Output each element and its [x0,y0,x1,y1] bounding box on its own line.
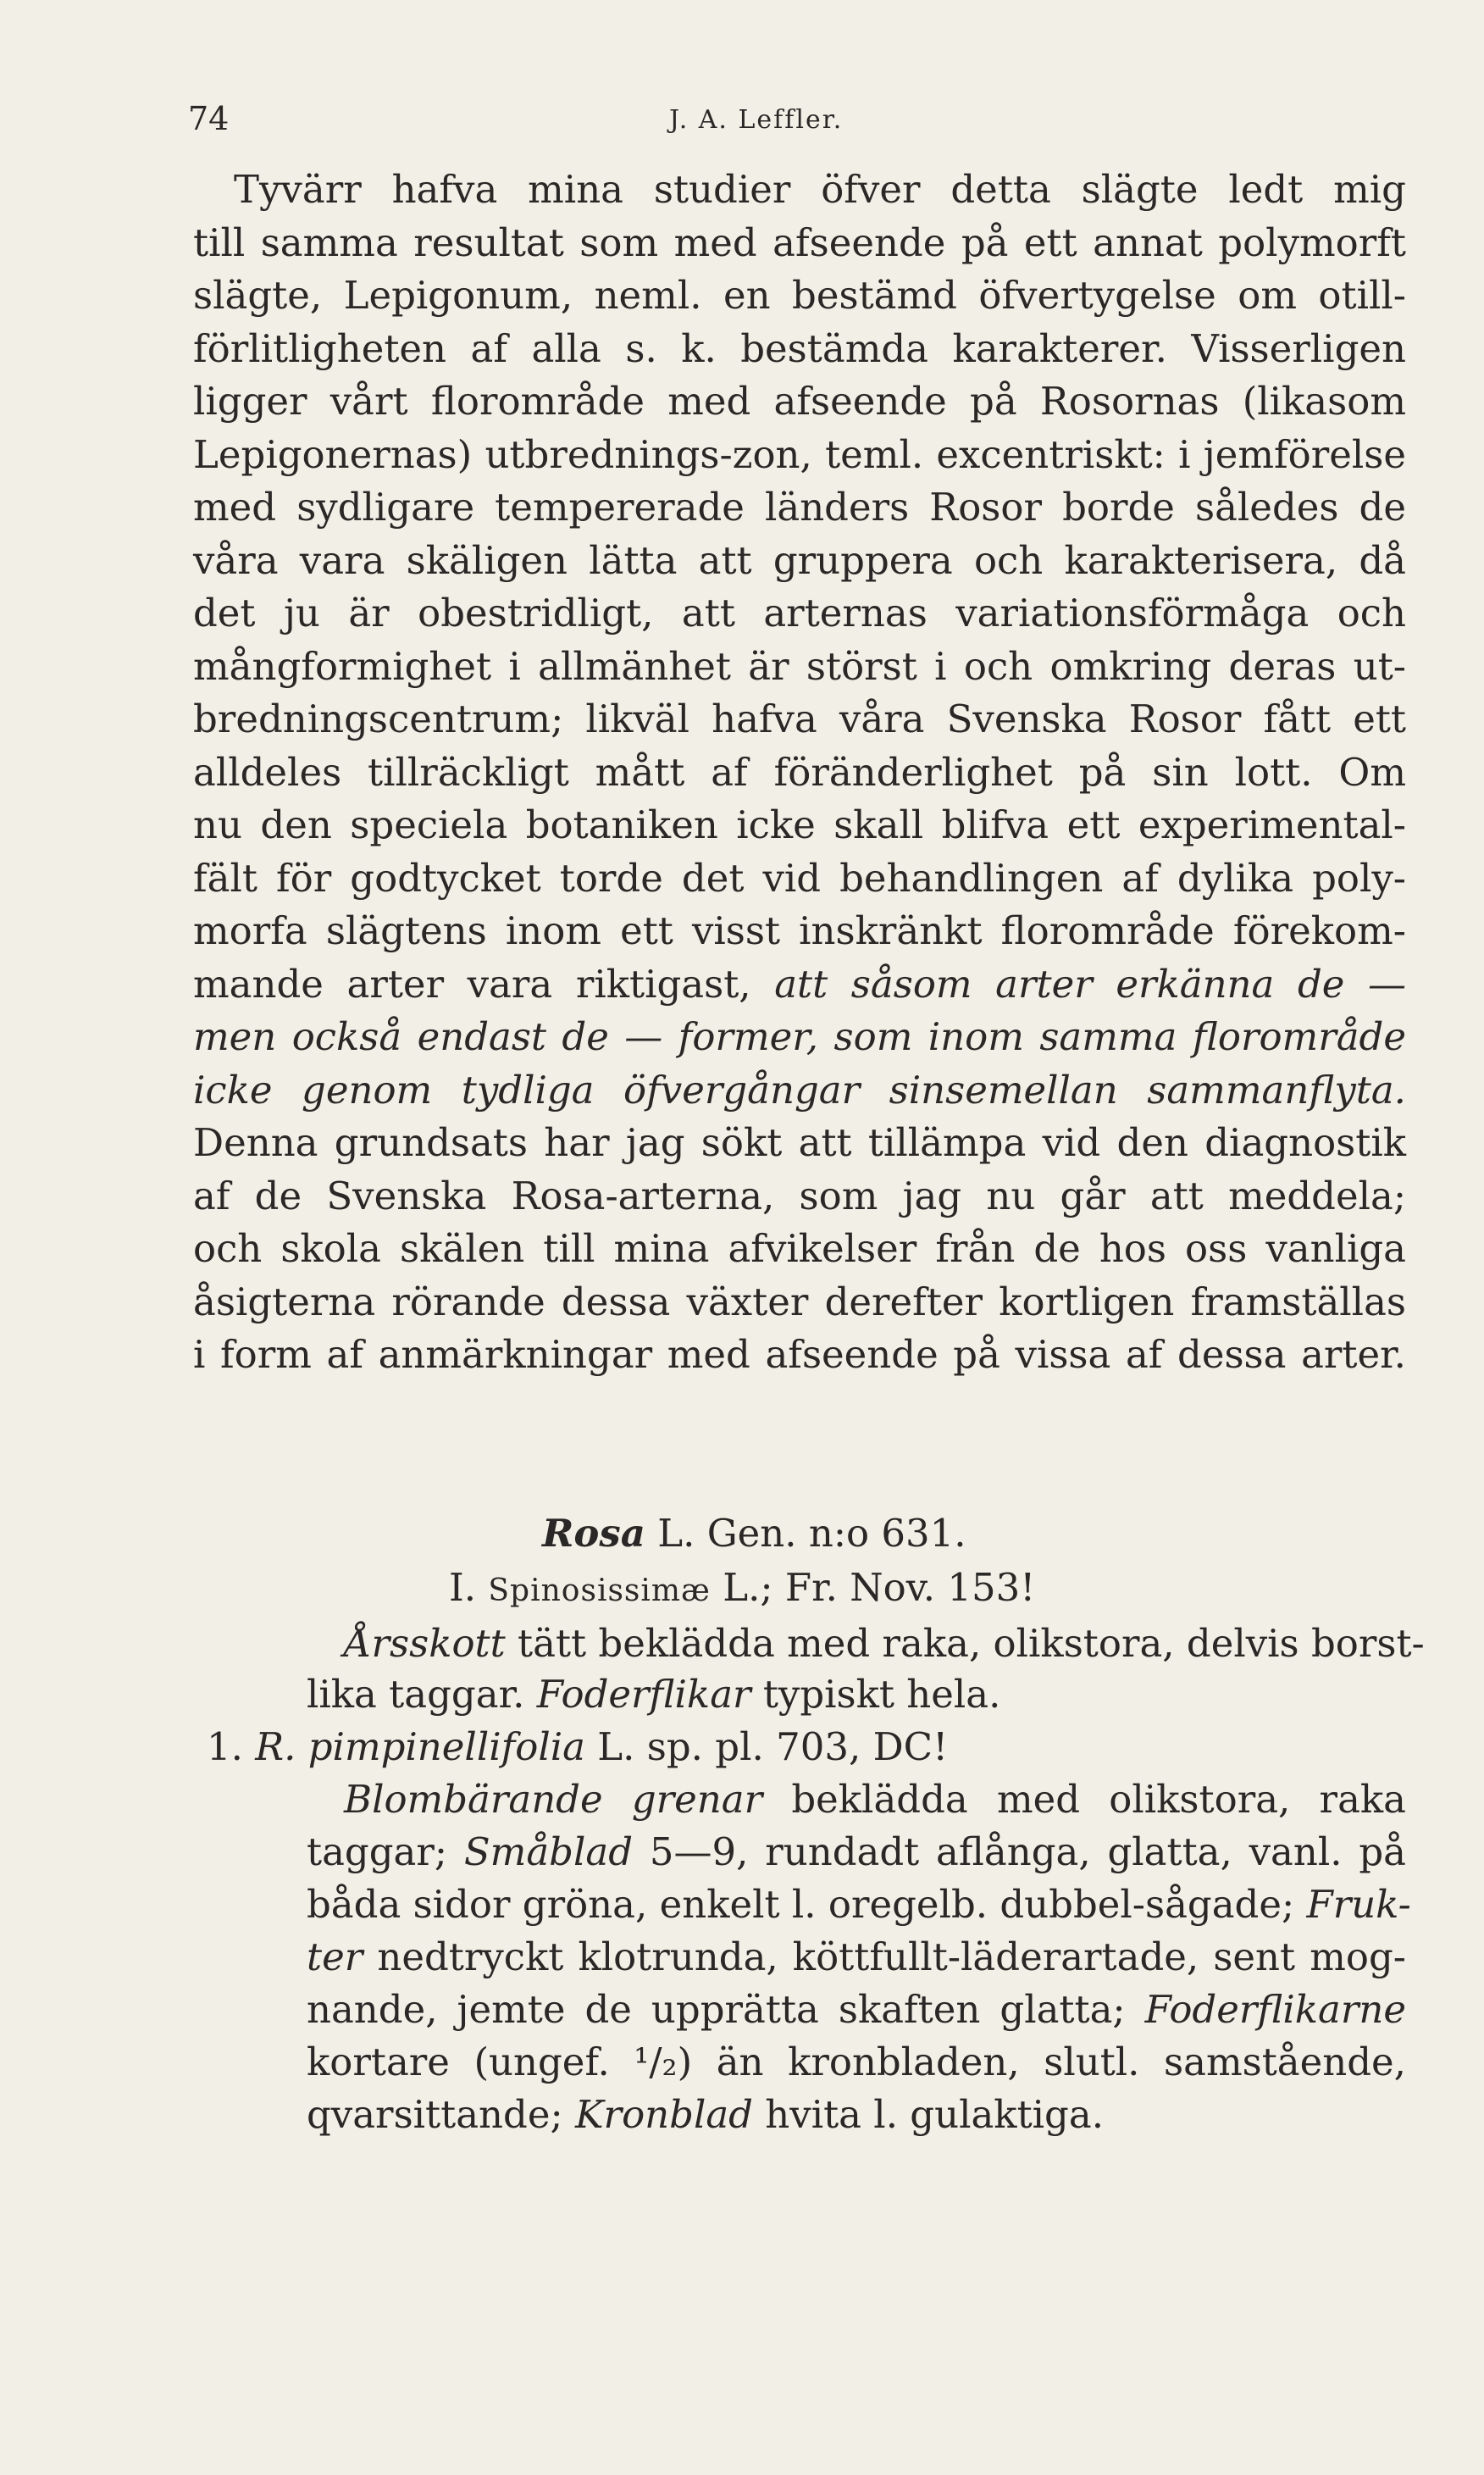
species-desc-text: 5—9, rundadt aflånga, glatta, vanl. på [633,1829,1406,1874]
paragraph-line [193,1119,1406,1167]
section-desc-label: Foderflikar [536,1672,751,1717]
running-head: J. A. Leffler. [669,105,844,135]
section-heading [449,1564,1211,1615]
paragraph-line [193,431,1406,479]
species-desc-line [307,1881,1411,1928]
paragraph-text: med sydligare tempererade länders Rosor borde således de [193,485,1406,530]
paragraph-line [193,537,1406,585]
section-desc-text: lika taggar. [307,1672,537,1717]
species-desc-line [307,1934,1406,1981]
paragraph-line [193,961,1406,1008]
paragraph-text: våra vara skäligen lätta att gruppera och karakterisera, då [193,538,1406,583]
species-desc-label: Fruk- [1306,1882,1411,1927]
section-number: I. [449,1565,489,1610]
emphasis-text: men också endast de — former, som inom samma florområde [193,1014,1406,1059]
section-desc-text: typiskt hela. [750,1672,1001,1717]
paragraph-text: bredningscentrum; likväl hafva våra Svenska Rosor fått ett [193,696,1406,741]
paragraph-text: Tyvärr hafva mina studier öfver detta slägte ledt mig [234,167,1406,212]
species-heading [207,1723,1406,1771]
paragraph-text: i form af anmärkningar med afseende på vissa af dessa arter. [193,1332,1406,1377]
paragraph-line [193,1067,1406,1114]
paragraph-text: ligger vårt florområde med afseende på Rosornas (likasom [193,379,1406,424]
species-number: 1. [207,1724,256,1769]
paragraph-line [193,1013,1406,1061]
species-name: R. pimpinellifolia [255,1724,585,1769]
species-desc-line [344,1776,1406,1823]
paragraph-line [193,484,1406,531]
paragraph-line [193,749,1406,796]
page-header [0,100,1484,151]
page-number: 74 [188,100,230,137]
paragraph-line [193,325,1406,373]
paragraph-line [193,378,1406,425]
section-desc-line [307,1671,1406,1718]
species-desc-label: Foderflikarne [1144,1987,1406,2032]
paragraph-line [193,1331,1406,1379]
genus-name: Rosa [542,1511,645,1556]
emphasis-text: icke genom tydliga öfvergångar sinsemellan sammanflyta. [193,1068,1406,1113]
paragraph-text: åsigterna rörande dessa växter derefter kortligen framställas [193,1279,1406,1324]
paragraph-line [193,1173,1406,1220]
section-name: Spinosissimæ [488,1573,711,1608]
paragraph-text: och skola skälen till mina afvikelser från de hos oss vanliga [193,1226,1406,1271]
paragraph-text: morfa slägtens inom ett visst inskränkt florområde förekom- [193,908,1406,953]
species-desc-text: nande, jemte de upprätta skaften glatta; [307,1987,1145,2032]
paragraph-line [193,643,1406,691]
paragraph-text: Lepigonernas) utbrednings-zon, teml. excentriskt: i jemförelse [193,432,1406,477]
paragraph-text: alldeles tillräckligt mått af föränderlighet på sin lott. Om [193,750,1406,795]
paragraph-line [193,802,1406,849]
species-desc-label: ter [307,1934,363,1979]
species-desc-text: nedtryckt klotrunda, köttfullt-läderartade, sent mog- [363,1934,1406,1979]
species-desc-line [307,2039,1406,2086]
paragraph-line [193,696,1406,743]
species-desc-label: Kronblad [574,2092,753,2137]
paragraph-text: till samma resultat som med afseende på ett annat polymorft [193,220,1406,265]
paragraph-line [193,855,1406,902]
paragraph-text: mångformighet i allmänhet är störst i och omkring deras ut- [193,644,1406,689]
species-desc-line [307,2091,1406,2139]
species-desc-line [307,1829,1406,1876]
section-desc-line [344,1620,1425,1668]
paragraph-line [193,1225,1406,1273]
species-desc-label: Blombärande grenar [344,1777,763,1822]
section-citation: L.; Fr. Nov. 153! [710,1565,1036,1610]
species-desc-text: beklädda med olikstora, raka [762,1777,1406,1822]
paragraph-line [234,166,1406,214]
paragraph-text: af de Svenska Rosa-arterna, som jag nu går att meddela; [193,1174,1406,1218]
paragraph-text: slägte, Lepigonum, neml. en bestämd öfvertygelse om otill- [193,273,1406,318]
paragraph-text: mande arter vara riktigast, [193,962,775,1007]
section-desc-label: Årsskott [344,1621,506,1666]
species-desc-text: qvarsittande; [307,2092,575,2137]
species-desc-text: kortare (ungef. ¹/₂) än kronbladen, slutl. samstående, [307,2039,1406,2084]
species-authority: L. sp. pl. 703, DC! [584,1724,949,1769]
paragraph-text: Denna grundsats har jag sökt att tillämpa vid den diagnostik [193,1120,1406,1165]
paragraph-text: förlitligheten af alla s. k. bestämda karakterer. Visserligen [193,326,1406,371]
paragraph-line [193,1279,1406,1326]
paragraph-text: det ju är obestridligt, att arternas variationsförmåga och [193,591,1406,635]
paragraph-text: nu den speciela botaniken icke skall blifva ett experimental- [193,802,1406,847]
species-desc-line [307,1986,1406,2034]
species-desc-text: hvita l. gulaktiga. [752,2092,1104,2137]
paragraph-line [193,907,1406,955]
paragraph-line [193,272,1406,319]
paragraph-line [193,590,1406,637]
species-desc-label: Småblad [463,1829,634,1874]
paragraph-text: fält för godtycket torde det vid behandlingen af dylika poly- [193,856,1406,901]
species-desc-text: taggar; [307,1829,464,1874]
genus-citation: L. Gen. n:o 631. [645,1511,966,1556]
genus-heading [542,1510,1152,1557]
emphasis-text: att såsom arter erkänna de — [774,962,1406,1007]
species-desc-text: båda sidor gröna, enkelt l. oregelb. dubbel-sågade; [307,1882,1307,1927]
paragraph-line [193,219,1406,267]
section-desc-text: tätt beklädda med raka, olikstora, delvis borst- [505,1621,1425,1666]
